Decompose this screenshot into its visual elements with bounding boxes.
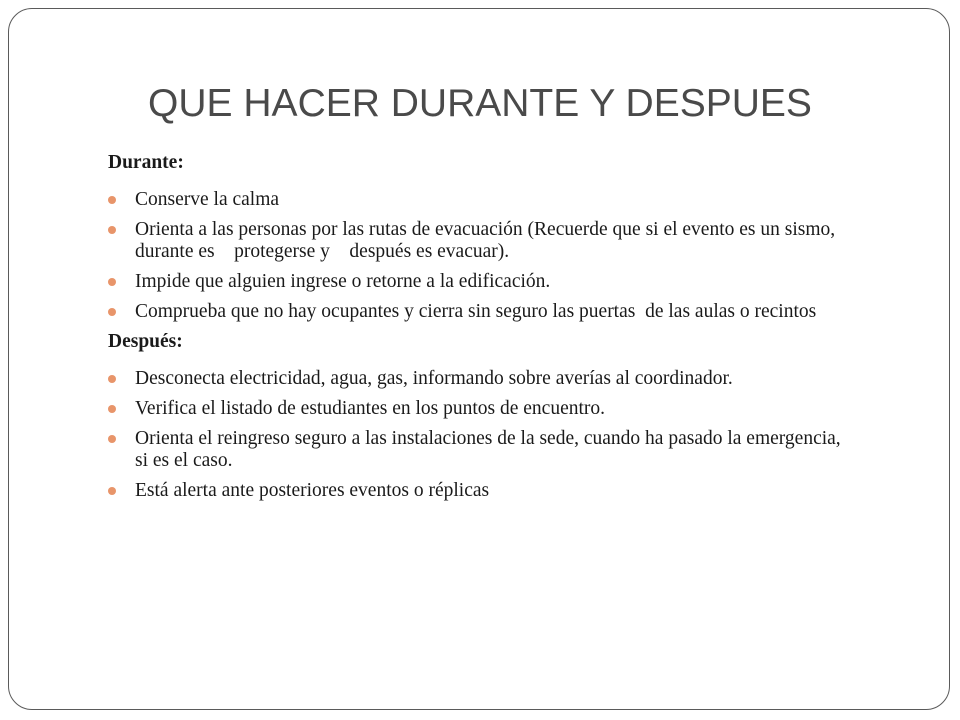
bullet-dot-icon bbox=[108, 278, 116, 286]
list-item-text: Desconecta electricidad, agua, gas, informando sobre averías al coordinador. bbox=[135, 368, 733, 389]
list-item-text: Está alerta ante posteriores eventos o réplicas bbox=[135, 480, 490, 501]
bullet-dot-icon bbox=[108, 435, 116, 443]
durante-heading: Durante: bbox=[108, 152, 184, 173]
slide-title: QUE HACER DURANTE Y DESPUES bbox=[148, 82, 812, 125]
list-item bbox=[108, 368, 848, 390]
list-item-text: Orienta el reingreso seguro a las instalaciones de la sede, cuando ha pasado la emergencia, si es el caso. bbox=[135, 428, 841, 471]
bullet-dot-icon bbox=[108, 375, 116, 383]
list-item-text: Impide que alguien ingrese o retorne a la edificación. bbox=[135, 271, 551, 292]
slide-content bbox=[108, 152, 848, 510]
list-item bbox=[108, 219, 848, 263]
list-item bbox=[108, 189, 848, 211]
list-item bbox=[108, 271, 848, 293]
bullet-dot-icon bbox=[108, 196, 116, 204]
list-item-text: Verifica el listado de estudiantes en los puntos de encuentro. bbox=[135, 398, 606, 419]
bullet-dot-icon bbox=[108, 487, 116, 495]
list-item bbox=[108, 398, 848, 420]
despues-list bbox=[108, 368, 848, 502]
list-item bbox=[108, 301, 848, 323]
list-item-text: Conserve la calma bbox=[135, 189, 280, 210]
bullet-dot-icon bbox=[108, 308, 116, 316]
list-item-text: Comprueba que no hay ocupantes y cierra sin seguro las puertas de las aulas o recintos bbox=[135, 301, 817, 322]
list-item bbox=[108, 480, 848, 502]
list-item-text: Orienta a las personas por las rutas de evacuación (Recuerde que si el evento es un sismo, durante es protegerse y después es evacuar). bbox=[135, 219, 841, 262]
list-item bbox=[108, 428, 848, 472]
bullet-dot-icon bbox=[108, 226, 116, 234]
despues-heading: Después: bbox=[108, 331, 183, 352]
bullet-dot-icon bbox=[108, 405, 116, 413]
durante-list bbox=[108, 189, 848, 323]
